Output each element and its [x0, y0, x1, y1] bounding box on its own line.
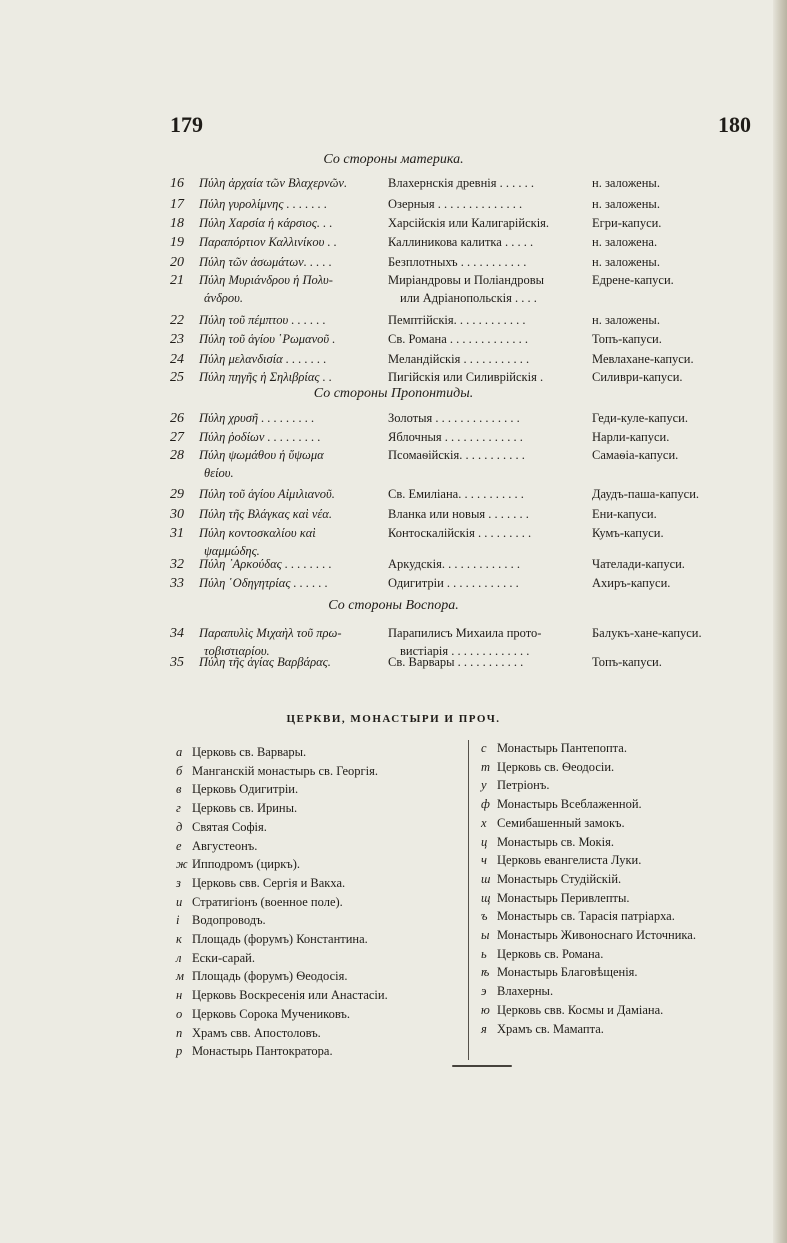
- church-name: Влахерны.: [497, 984, 554, 999]
- gate-row: [170, 576, 742, 596]
- church-name: Монастырь Благовѣщенія.: [497, 965, 638, 980]
- church-item: [176, 839, 257, 854]
- gate-turkish-name: Кумъ-капуси.: [592, 526, 664, 540]
- gate-russian-name: Вланка или новыя . . . . . . .: [388, 507, 529, 521]
- gate-greek-name: Πύλη πηγῆς ἡ Σηλιβρίας . .: [199, 370, 332, 384]
- church-item: [176, 876, 345, 891]
- gate-turkish-name: н. заложены.: [592, 313, 660, 327]
- church-name: Монастырь Всеблаженной.: [497, 797, 642, 812]
- church-key: о: [176, 1006, 183, 1021]
- gate-row: [170, 448, 742, 468]
- gate-russian-name: Озерныя . . . . . . . . . . . . . .: [388, 197, 523, 211]
- gate-greek-name: Πύλη τοῦ πέμπτου . . . . . .: [199, 313, 326, 327]
- church-name: Петріонъ.: [497, 778, 550, 793]
- church-item: [481, 1003, 663, 1018]
- church-key: я: [481, 1021, 487, 1036]
- gate-row: [170, 235, 742, 255]
- church-item: [176, 1007, 350, 1022]
- church-key: ѣ: [481, 965, 490, 980]
- church-item: [176, 969, 348, 984]
- church-item: [481, 947, 603, 962]
- gate-greek-name: Πύλη γυρολίμνης . . . . . . .: [199, 197, 328, 211]
- church-item: [481, 760, 614, 775]
- gate-row: [170, 273, 742, 293]
- church-key: н: [176, 988, 183, 1003]
- church-item: [481, 1022, 604, 1037]
- gate-turkish-name: н. заложены.: [592, 255, 660, 269]
- gate-russian-name-cont: вистіарія . . . . . . . . . . . . .: [400, 644, 530, 658]
- gate-greek-name: Πύλη ψωμάθου ἡ ὕψωμα: [199, 448, 324, 462]
- gate-row: [170, 370, 742, 390]
- church-name: Церковь св. Варвары.: [192, 745, 307, 759]
- church-item: [481, 835, 614, 850]
- gate-greek-name-cont: τοβιστιαρίου.: [204, 644, 270, 658]
- gate-greek-name: Πύλη ῾Οδηγητρίας . . . . . .: [199, 576, 328, 590]
- church-item: [481, 853, 641, 868]
- gate-row: [170, 526, 742, 546]
- church-name: Церковь свв. Космы и Даміана.: [497, 1002, 664, 1017]
- gate-row: [170, 487, 742, 507]
- church-item: [176, 745, 306, 760]
- gate-row: [170, 507, 742, 527]
- gate-row: [170, 626, 742, 646]
- church-item: [176, 932, 368, 947]
- gate-turkish-name: н. заложены.: [592, 197, 660, 211]
- gate-russian-name: Золотыя . . . . . . . . . . . . . .: [388, 411, 520, 425]
- gate-greek-name-cont: θείου.: [204, 466, 234, 480]
- gate-russian-name: Парапилисъ Михаила прото-: [388, 626, 542, 640]
- gate-number: 24: [170, 352, 184, 367]
- church-name: Монастырь Перивлепты.: [497, 890, 630, 905]
- gate-row: [170, 352, 742, 372]
- church-name: Манганскій монастырь св. Георгія.: [192, 763, 379, 778]
- gate-row: [170, 216, 742, 236]
- church-key: щ: [481, 890, 491, 905]
- page-number-left: 179: [170, 112, 203, 137]
- gate-greek-name: Πύλη ἀρχαία τῶν Βλαχερνῶν.: [199, 176, 348, 190]
- church-key: ч: [481, 853, 487, 868]
- gate-row: [170, 332, 742, 352]
- gate-row: [170, 313, 742, 333]
- church-key: ж: [176, 857, 188, 872]
- church-name: Августеонъ.: [192, 838, 258, 853]
- gate-row: [170, 557, 742, 577]
- church-item: [481, 816, 625, 831]
- church-key: ю: [481, 1002, 490, 1017]
- gate-russian-name: Влахернскія древнія . . . . . .: [388, 176, 534, 190]
- church-key: э: [481, 984, 487, 999]
- church-name: Площадь (форумъ) Ѳеодосія.: [192, 969, 348, 984]
- churches-heading: ЦЕРКВИ, МОНАСТЫРИ И ПРОЧ.: [286, 713, 501, 725]
- page-number-right: 180: [718, 112, 751, 137]
- gate-turkish-name: Мевлахане-капуси.: [592, 352, 694, 366]
- church-item: [176, 895, 343, 910]
- gate-greek-name-cont: άνδρου.: [204, 291, 244, 305]
- gate-turkish-name: Ахиръ-капуси.: [592, 576, 671, 590]
- gate-number: 16: [170, 176, 184, 191]
- church-item: [481, 965, 638, 980]
- church-name: Церковь Воскресенія или Анастасіи.: [192, 988, 388, 1003]
- section-mainland: Со стороны материка.: [323, 152, 464, 167]
- church-item: [176, 857, 300, 872]
- column-divider: [468, 740, 469, 1060]
- gate-number: 22: [170, 313, 184, 328]
- church-key: б: [176, 763, 183, 778]
- gate-russian-name: Харсійскія или Калигарійскія.: [388, 216, 550, 230]
- gate-turkish-name: Геди-куле-капуси.: [592, 411, 688, 425]
- gate-turkish-name: Самаѳіа-капуси.: [592, 448, 679, 462]
- gate-greek-name: Πύλη τῆς Βλάγκας καὶ νέα.: [199, 507, 332, 521]
- gate-russian-name: Псомаѳійскія. . . . . . . . . . .: [388, 448, 525, 462]
- gate-russian-name: Пемптійскія. . . . . . . . . . . .: [388, 313, 526, 327]
- gate-turkish-name: н. заложена.: [592, 235, 658, 249]
- church-key: к: [176, 932, 182, 946]
- church-key: т: [481, 759, 491, 774]
- gate-turkish-name: н. заложены.: [592, 176, 660, 190]
- gate-turkish-name: Даудъ-паша-капуси.: [592, 487, 700, 501]
- gate-row: [170, 430, 742, 450]
- gate-number: 26: [170, 411, 184, 426]
- church-key: ш: [481, 871, 491, 886]
- church-name: Площадь (форумъ) Константина.: [192, 932, 368, 946]
- gate-russian-name: Миріандровы и Поліандровы: [388, 273, 545, 287]
- church-item: [481, 872, 621, 887]
- church-key: х: [481, 815, 487, 830]
- church-name: Монастырь Студійскій.: [497, 871, 622, 886]
- gate-russian-name-cont: или Адріанопольскія . . . .: [400, 291, 537, 305]
- gate-russian-name: Св. Романа . . . . . . . . . . . . .: [388, 332, 529, 346]
- church-key: ь: [481, 946, 487, 961]
- church-name: Храмъ свв. Апостоловъ.: [192, 1025, 321, 1040]
- section-bosporus: Со стороны Воспора.: [328, 598, 459, 613]
- church-item: [481, 778, 549, 793]
- church-key: у: [481, 778, 487, 793]
- gate-number: 34: [170, 626, 184, 641]
- gate-turkish-name: Топъ-капуси.: [592, 332, 662, 346]
- gate-greek-name: Πύλη τῆς ἁγίας Βαρβάρας.: [199, 655, 331, 669]
- church-name: Монастырь св. Мокія.: [497, 834, 614, 849]
- section-propontis: Со стороны Пропонтиды.: [313, 386, 474, 401]
- church-key: и: [176, 894, 183, 909]
- gate-greek-name: Παραπόρτιον Καλλινίκου . .: [199, 235, 337, 249]
- church-item: [176, 988, 388, 1003]
- church-key: с: [481, 741, 487, 755]
- church-item: [481, 797, 642, 812]
- church-item: [176, 764, 378, 779]
- gate-number: 32: [170, 557, 184, 572]
- church-name: Монастырь Пантократора.: [192, 1044, 333, 1059]
- church-item: [481, 891, 630, 906]
- gate-russian-name: Каллиникова калитка . . . . .: [388, 235, 534, 249]
- church-name: Ипподромъ (циркъ).: [192, 857, 301, 872]
- gate-turkish-name: Егри-капуси.: [592, 216, 662, 230]
- gate-greek-name: Πύλη ῥοδίων . . . . . . . . .: [199, 430, 321, 444]
- gate-number: 23: [170, 332, 184, 347]
- gate-russian-name: Меландійскія . . . . . . . . . . .: [388, 352, 530, 366]
- church-item: [176, 1044, 333, 1059]
- church-name: Святая Софія.: [192, 819, 267, 834]
- gate-russian-name: Контоскалійскія . . . . . . . . .: [388, 526, 532, 540]
- church-key: г: [176, 801, 181, 816]
- gate-greek-name: Πύλη χρυσῆ . . . . . . . . .: [199, 411, 315, 425]
- gate-number: 28: [170, 448, 184, 463]
- page-edge: [773, 0, 787, 1243]
- church-item: [176, 951, 255, 966]
- church-item: [176, 820, 267, 835]
- church-name: Церковь св. Ѳеодосіи.: [497, 759, 615, 774]
- gate-number: 27: [170, 430, 184, 445]
- gate-greek-name: Πύλη κοντοσκαλίου καὶ: [199, 526, 316, 540]
- gate-greek-name: Πύλη τοῦ ἁγίου ῾Ρωμανοῦ .: [199, 332, 336, 346]
- church-name: Храмъ св. Мамапта.: [497, 1021, 604, 1036]
- gate-row: [170, 255, 742, 275]
- church-key: м: [176, 969, 184, 984]
- church-key: ъ: [481, 909, 488, 924]
- church-key: е: [176, 838, 182, 853]
- church-item: [176, 913, 266, 928]
- gate-row: [170, 197, 742, 217]
- gate-number: 30: [170, 507, 184, 522]
- gate-greek-name: Πύλη Χαρσία ἡ κάρσιος. . .: [199, 216, 333, 230]
- church-key: д: [176, 819, 183, 834]
- gate-number: 25: [170, 370, 184, 385]
- gate-greek-name-cont: ψαμμώδης.: [204, 544, 260, 558]
- gate-number: 31: [170, 526, 184, 541]
- gate-number: 35: [170, 655, 184, 670]
- church-name: Ески-сарай.: [192, 950, 255, 965]
- gate-row: [170, 411, 742, 431]
- church-key: в: [176, 782, 182, 797]
- church-key: ы: [481, 928, 490, 942]
- church-item: [481, 984, 553, 999]
- gate-russian-name: Безплотныхъ . . . . . . . . . . .: [388, 255, 527, 269]
- church-name: Церковь евангелиста Луки.: [497, 853, 642, 868]
- church-key: з: [176, 875, 181, 890]
- church-item: [481, 741, 627, 756]
- gate-turkish-name: Чателади-капуси.: [592, 557, 685, 571]
- gate-turkish-name: Балукъ-хане-капуси.: [592, 626, 702, 640]
- gate-greek-name: Πύλη μελανδισία . . . . . . .: [199, 352, 327, 366]
- church-name: Монастырь св. Тарасія патріарха.: [497, 909, 675, 924]
- church-key: і: [176, 913, 180, 928]
- church-item: [176, 1026, 321, 1041]
- gate-russian-name: Св. Емиліана. . . . . . . . . . .: [388, 487, 524, 501]
- gate-row: [170, 176, 742, 196]
- gate-greek-name: Πύλη Μυριάνδρου ἡ Πολυ-: [199, 273, 333, 287]
- gate-greek-name: Πύλη ᾽Αρκούδας . . . . . . . .: [199, 557, 332, 571]
- church-name: Церковь Сорока Мучениковъ.: [192, 1006, 351, 1021]
- church-item: [176, 782, 298, 797]
- gate-turkish-name: Нарли-капуси.: [592, 430, 670, 444]
- church-name: Монастырь Живоноснаго Источника.: [497, 928, 696, 942]
- gate-number: 21: [170, 273, 184, 288]
- end-ornament: [452, 1065, 512, 1067]
- gate-russian-name: Св. Варвары . . . . . . . . . . .: [388, 655, 524, 669]
- gate-number: 20: [170, 255, 184, 270]
- church-key: р: [176, 1044, 183, 1059]
- church-item: [481, 928, 696, 943]
- gate-row: [170, 655, 742, 675]
- church-name: Стратигіонъ (военное поле).: [192, 894, 343, 909]
- church-name: Церковь св. Романа.: [497, 946, 604, 961]
- gate-greek-name: Πύλη τῶν ἀσωμάτων. . . . .: [199, 255, 332, 269]
- church-key: а: [176, 745, 183, 759]
- church-item: [176, 801, 297, 816]
- gate-number: 19: [170, 235, 184, 250]
- gate-greek-name: Πύλη τοῦ ἁγίου Αἰμιλιανοῦ.: [199, 487, 335, 501]
- gate-turkish-name: Едрене-капуси.: [592, 273, 674, 287]
- gate-number: 33: [170, 576, 184, 591]
- church-key: ф: [481, 797, 490, 812]
- gate-russian-name: Яблочныя . . . . . . . . . . . . .: [388, 430, 523, 444]
- gate-russian-name: Пигійскія или Силиврійскія .: [388, 370, 544, 384]
- gate-turkish-name: Топъ-капуси.: [592, 655, 662, 669]
- church-key: п: [176, 1025, 183, 1040]
- gate-greek-name: Παραπυλὶς Μιχαὴλ τοῦ πρω-: [199, 626, 342, 640]
- gate-turkish-name: Ени-капуси.: [592, 507, 657, 521]
- church-name: Церковь Одигитріи.: [192, 782, 299, 797]
- gate-number: 17: [170, 197, 184, 212]
- gate-russian-name: Одигитріи . . . . . . . . . . . .: [388, 576, 519, 590]
- church-name: Церковь свв. Сергія и Вакха.: [192, 875, 346, 890]
- gate-turkish-name: Силиври-капуси.: [592, 370, 683, 384]
- gate-russian-name: Аркудскія. . . . . . . . . . . . .: [388, 557, 520, 571]
- church-key: л: [176, 950, 182, 965]
- gate-number: 18: [170, 216, 184, 231]
- church-name: Монастырь Пантепопта.: [497, 741, 627, 755]
- church-item: [481, 909, 675, 924]
- church-name: Семибашенный замокъ.: [497, 815, 625, 830]
- gate-number: 29: [170, 487, 184, 502]
- church-key: ц: [481, 834, 488, 849]
- church-name: Водопроводъ.: [192, 913, 266, 928]
- church-name: Церковь св. Ирины.: [192, 801, 298, 816]
